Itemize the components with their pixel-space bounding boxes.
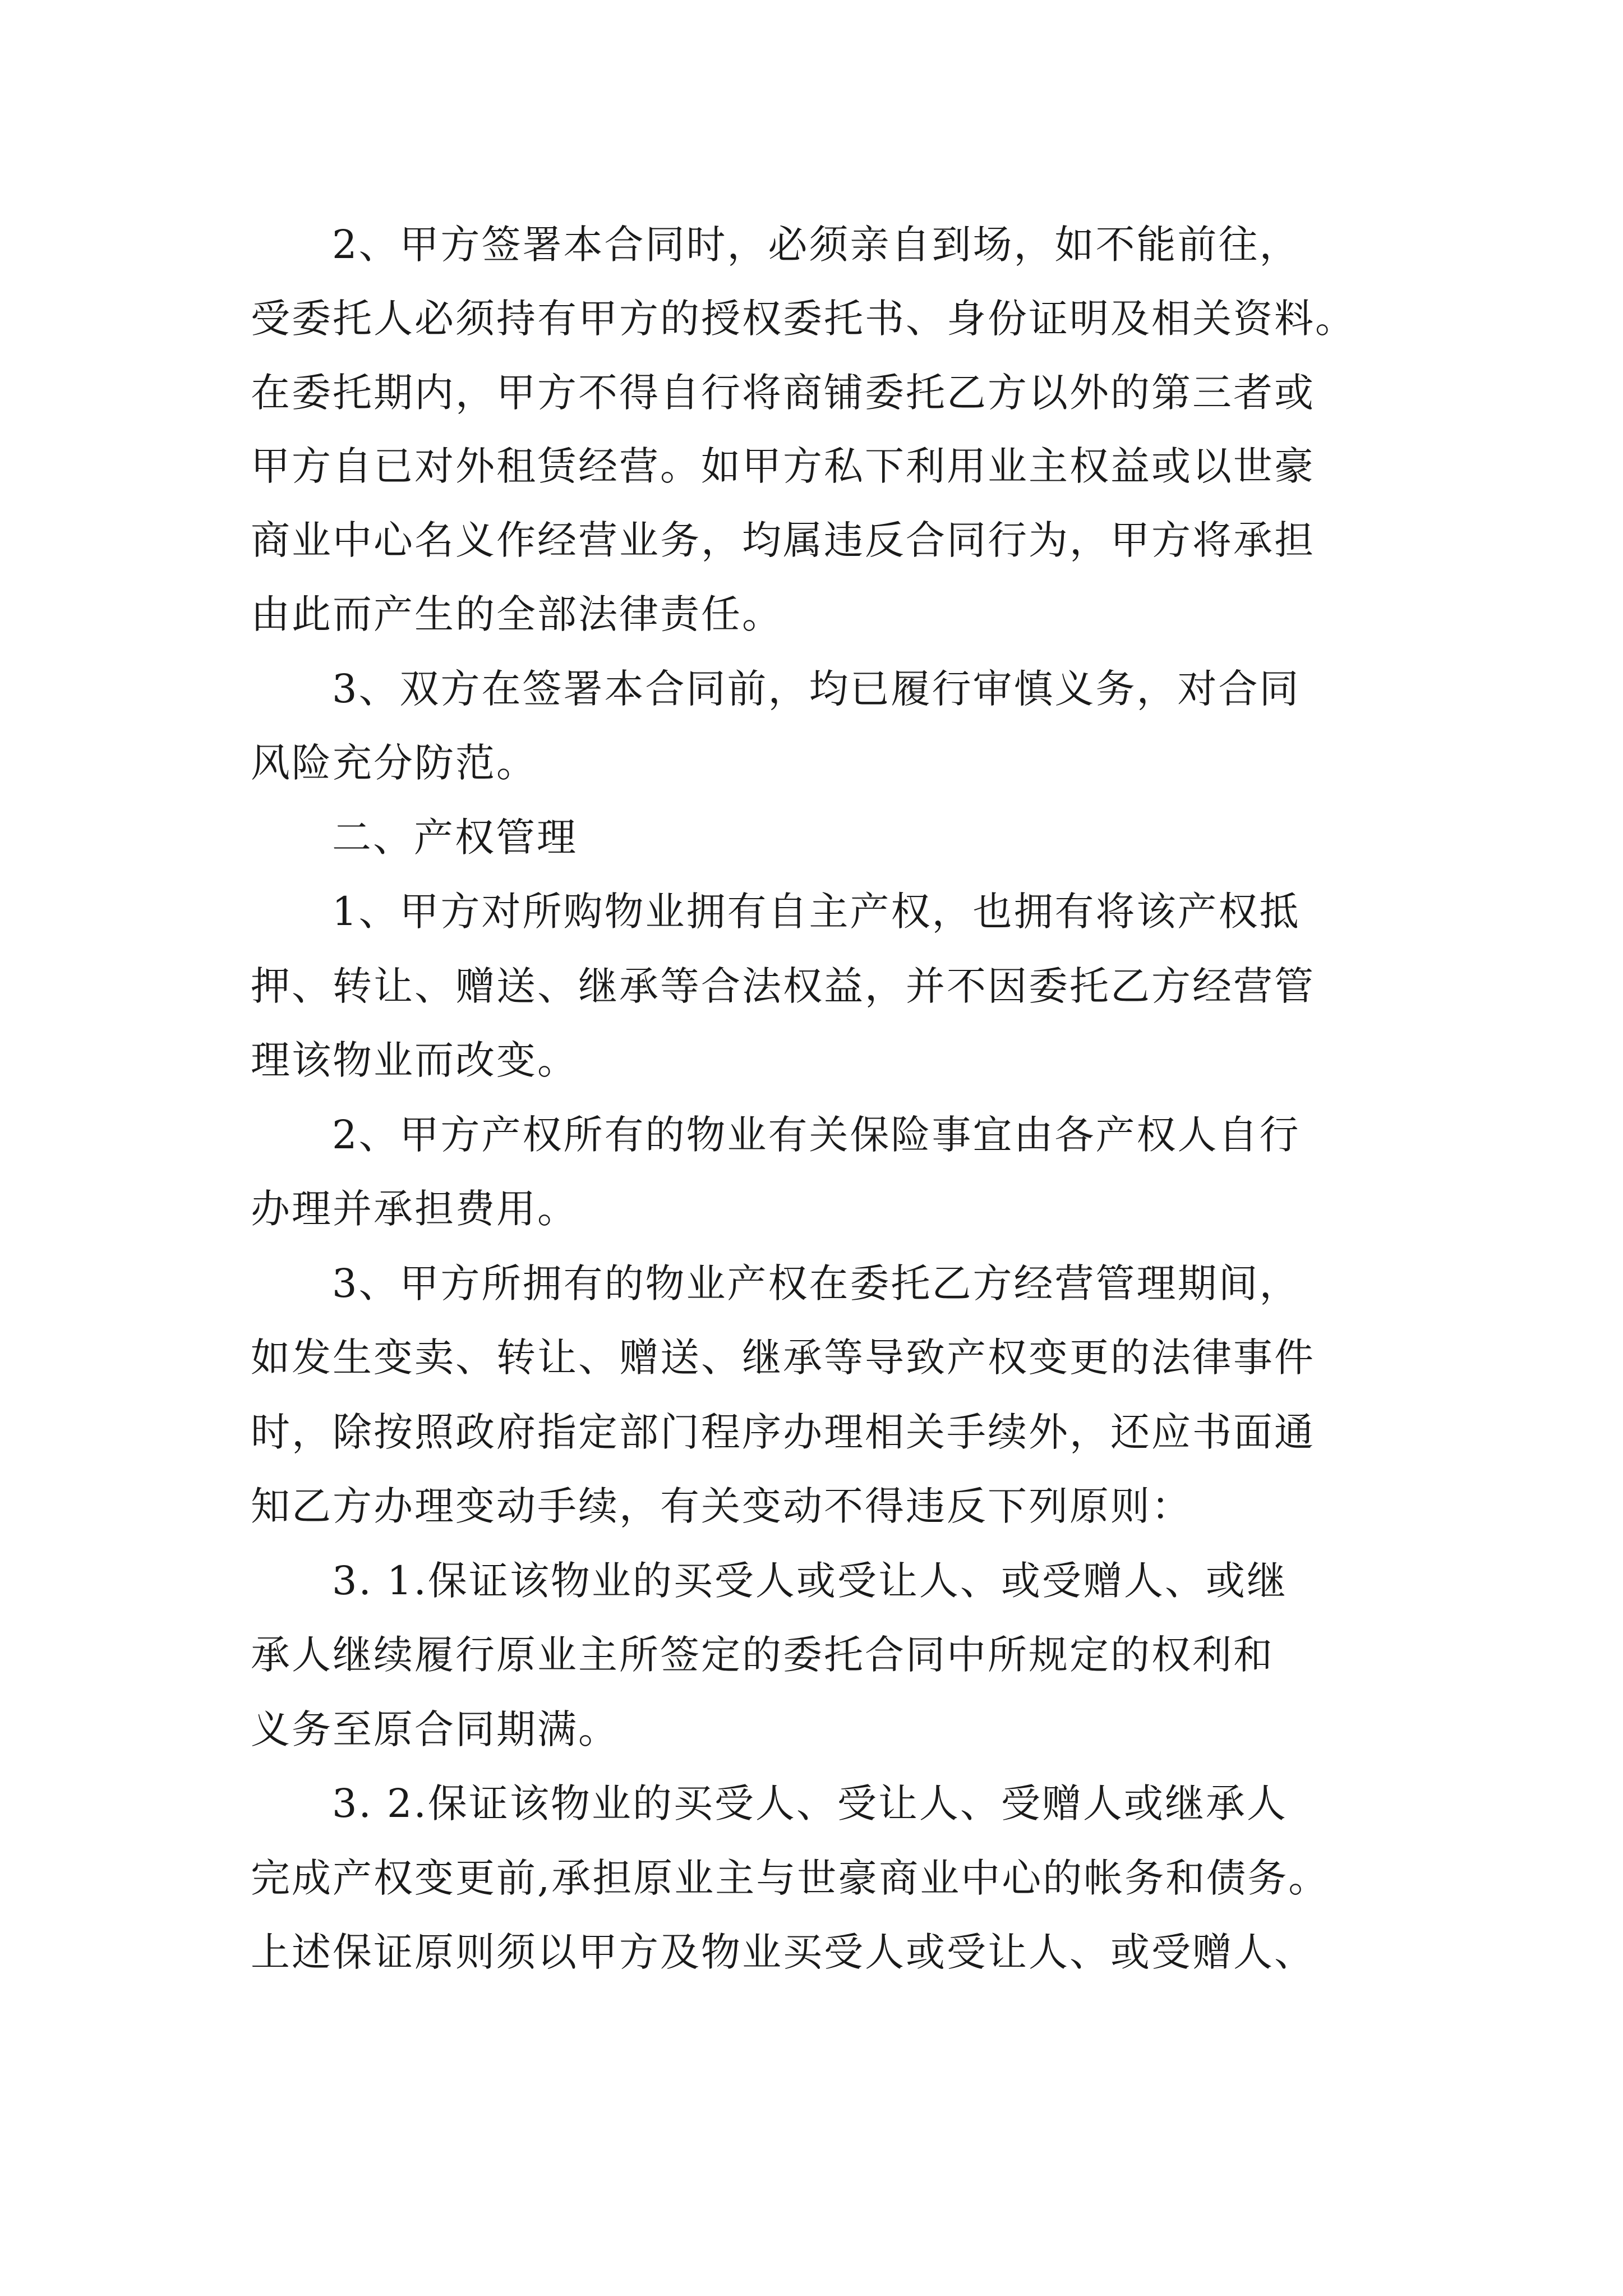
text-line: 办理并承担费用。: [251, 1186, 578, 1232]
text-line: 甲方自已对外租赁经营。如甲方私下利用业主权益或以世豪: [251, 443, 1315, 489]
text-line: 由此而产生的全部法律责任。: [251, 591, 783, 637]
text-line: 3. 2.保证该物业的买受人、受让人、受赠人或继承人: [332, 1780, 1288, 1826]
text-line: 在委托期内，甲方不得自行将商铺委托乙方以外的第三者或: [251, 370, 1315, 416]
text-line: 押、转让、赠送、继承等合法权益，并不因委托乙方经营管: [251, 963, 1315, 1009]
text-line: 时，除按照政府指定部门程序办理相关手续外，还应书面通: [251, 1409, 1315, 1455]
text-line: 2、甲方产权所有的物业有关保险事宜由各产权人自行: [332, 1112, 1301, 1158]
text-line: 义务至原合同期满。: [251, 1706, 619, 1752]
text-line: 知乙方办理变动手续，有关变动不得违反下列原则：: [251, 1483, 1192, 1529]
text-line: 理该物业而改变。: [251, 1037, 578, 1083]
text-line: 风险充分防范。: [251, 740, 537, 786]
text-line: 承人继续履行原业主所签定的委托合同中所规定的权利和: [251, 1632, 1274, 1678]
text-line: 2、甲方签署本合同时，必须亲自到场，如不能前往，: [332, 222, 1301, 268]
text-line: 完成产权变更前,承担原业主与世豪商业中心的帐务和债务。: [251, 1855, 1330, 1901]
text-line: 受委托人必须持有甲方的授权委托书、身份证明及相关资料。: [251, 296, 1356, 342]
text-line: 上述保证原则须以甲方及物业买受人或受让人、或受赠人、: [251, 1929, 1315, 1975]
text-line: 3、甲方所拥有的物业产权在委托乙方经营管理期间，: [332, 1260, 1301, 1306]
text-line: 1、甲方对所购物业拥有自主产权，也拥有将该产权抵: [332, 889, 1301, 935]
text-line: 商业中心名义作经营业务，均属违反合同行为，甲方将承担: [251, 517, 1315, 563]
section-heading: 二、产权管理: [332, 815, 578, 861]
text-line: 3、双方在签署本合同前，均已履行审慎义务，对合同: [332, 666, 1301, 712]
text-line: 3. 1.保证该物业的买受人或受让人、或受赠人、或继: [332, 1558, 1288, 1604]
text-line: 如发生变卖、转让、赠送、继承等导致产权变更的法律事件: [251, 1335, 1315, 1381]
